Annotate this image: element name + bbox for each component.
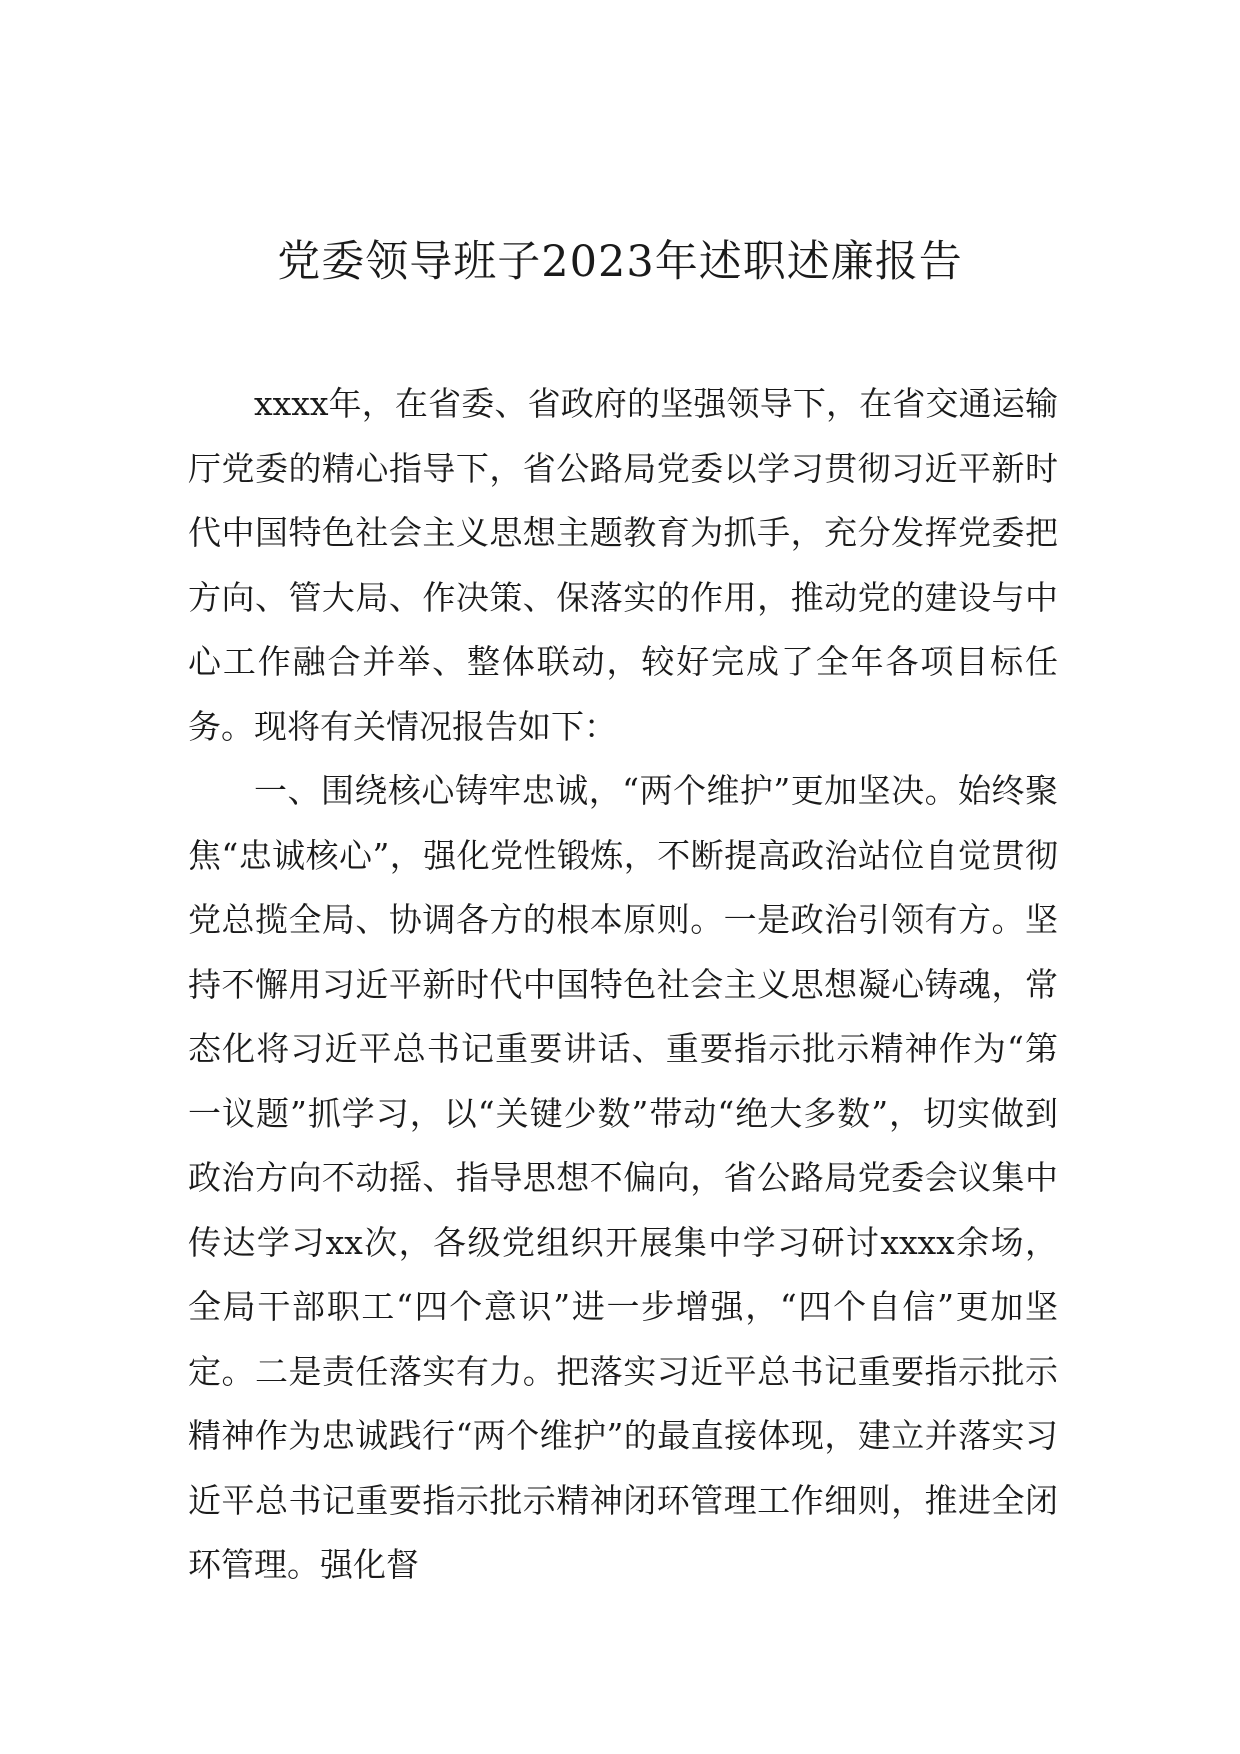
document-title: 党委领导班子2023年述职述廉报告: [277, 237, 963, 287]
paragraph-intro: xxxx年，在省委、省政府的坚强领导下，在省交通运输厅党委的精心指导下，省公路局党委以学习贯彻习近平新时代中国特色社会主义思想主题教育为抓手，充分发挥党委把方向、管大局、作决策、保落实的作用，推动党的建设与中心工作融合并举、整体联动，较好完成了全年各项目标任务。现将有关情况报告如下：: [188, 384, 1058, 746]
paragraph-section-one: 一、围绕核心铸牢忠诚，“两个维护”更加坚决。始终聚焦“忠诚核心”，强化党性锻炼，不断提高政治站位自觉贯彻党总揽全局、协调各方的根本原则。一是政治引领有方。坚持不懈用习近平新时代中国特色社会主义思想凝心铸魂，常态化将习近平总书记重要讲话、重要指示批示精神作为“第一议题”抓学习，以“关键少数”带动“绝大多数”，切实做到政治方向不动摇、指导思想不偏向，省公路局党委会议集中传达学习xx次，各级党组织开展集中学习研讨xxxx余场，全局干部职工“四个意识”进一步增强，“四个自信”更加坚定。二是责任落实有力。把落实习近平总书记重要指示批示精神作为忠诚践行“两个维护”的最直接体现，建立并落实习近平总书记重要指示批示精神闭环管理工作细则，推进全闭环管理。强化督: [188, 771, 1058, 1584]
document-body: [188, 372, 1058, 1598]
